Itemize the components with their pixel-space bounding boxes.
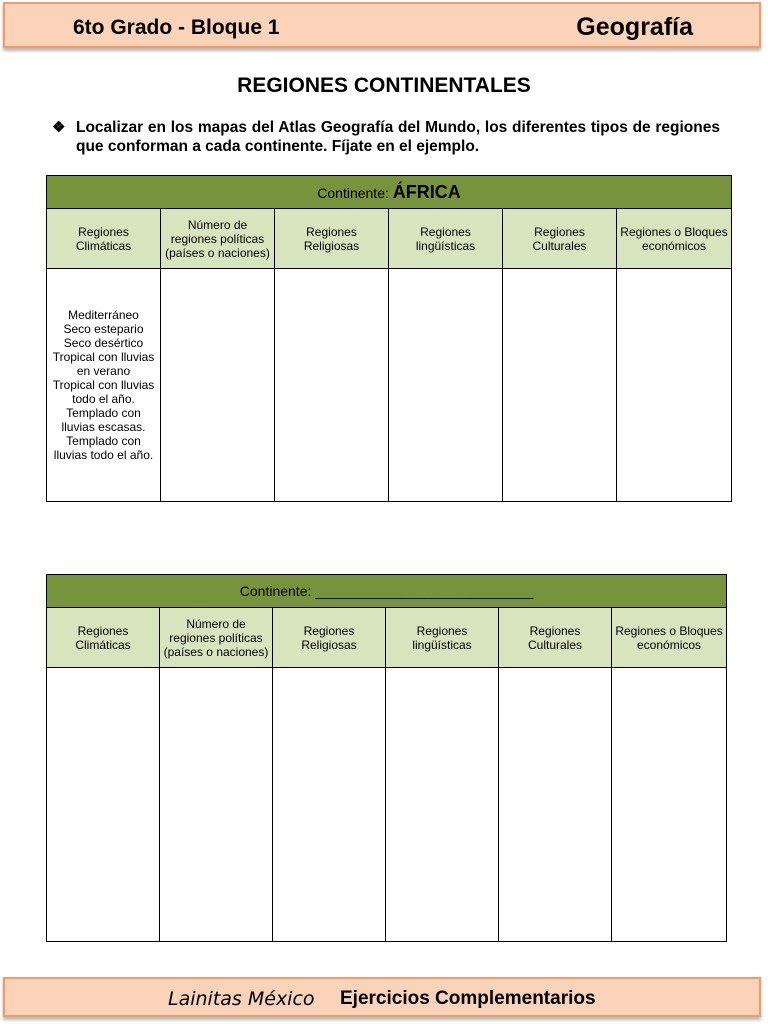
continent-label: Continente: ____________________________ [239,583,534,599]
blank-answer-cell[interactable] [612,668,727,942]
africa-table [46,175,732,502]
list-item: Seco estepario [63,322,144,336]
column-header: Regiones lingüísticas [386,608,499,668]
column-header: Regiones Climáticas [47,209,161,269]
blank-answer-cell[interactable] [389,269,503,502]
column-header: Regiones Culturales [503,209,617,269]
footer-subtitle: Ejercicios Complementarios [340,988,596,1009]
column-header: Número de regiones políticas (países o naciones) [160,608,273,668]
header-band [3,2,761,48]
diamond-bullet-icon: ❖ [52,119,66,136]
column-header: Regiones lingüísticas [389,209,503,269]
header-row [47,209,732,269]
list-item: Templado con lluvias todo el año. [53,434,154,462]
header-row [47,608,727,668]
blank-answer-cell[interactable] [47,668,160,942]
blank-answer-cell[interactable] [160,668,273,942]
blank-answer-cell[interactable] [499,668,612,942]
footer-band [3,977,761,1017]
blank-answer-cell[interactable] [275,269,389,502]
grade-block-label: 6to Grado - Bloque 1 [73,16,280,39]
list-item: Mediterráneo [68,308,139,322]
column-header: Regiones Religiosas [275,209,389,269]
blank-answer-cell[interactable] [617,269,732,502]
instruction-text: Localizar en los mapas del Atlas Geografía del Mundo, los diferentes tipos de regiones que conforman a cada continente. Fíjate en el ejemplo. [76,119,720,155]
continent-row [47,575,727,608]
continent-label: Continente: [317,184,389,201]
page-title: REGIONES CONTINENTALES [237,74,531,97]
list-item: Tropical con lluvias en verano [52,350,155,378]
blank-answer-cell[interactable] [386,668,499,942]
climatic-regions-cell [47,269,161,502]
continent-cell [47,176,732,209]
footer-brand: Lainitas México [168,988,315,1010]
column-header: Regiones o Bloques económicos [617,209,732,269]
list-item: Templado con lluvias escasas. [61,406,146,434]
column-header: Regiones Culturales [499,608,612,668]
blank-answer-cell[interactable] [503,269,617,502]
list-item: Seco desértico [63,336,144,350]
column-header: Regiones Climáticas [47,608,160,668]
column-header: Regiones o Bloques económicos [612,608,727,668]
blank-answer-cell[interactable] [161,269,275,502]
instruction [52,118,720,156]
column-header: Regiones Religiosas [273,608,386,668]
answer-row [47,668,727,942]
continent-row [47,176,732,209]
continent-value: ÁFRICA [392,181,461,202]
subject-label: Geografía [576,13,693,41]
blank-continent-table [46,574,727,942]
blank-answer-cell[interactable] [273,668,386,942]
answer-row [47,269,732,502]
column-header: Número de regiones políticas (países o naciones) [161,209,275,269]
list-item: Tropical con lluvias todo el año. [52,378,155,406]
continent-cell[interactable] [47,575,727,608]
